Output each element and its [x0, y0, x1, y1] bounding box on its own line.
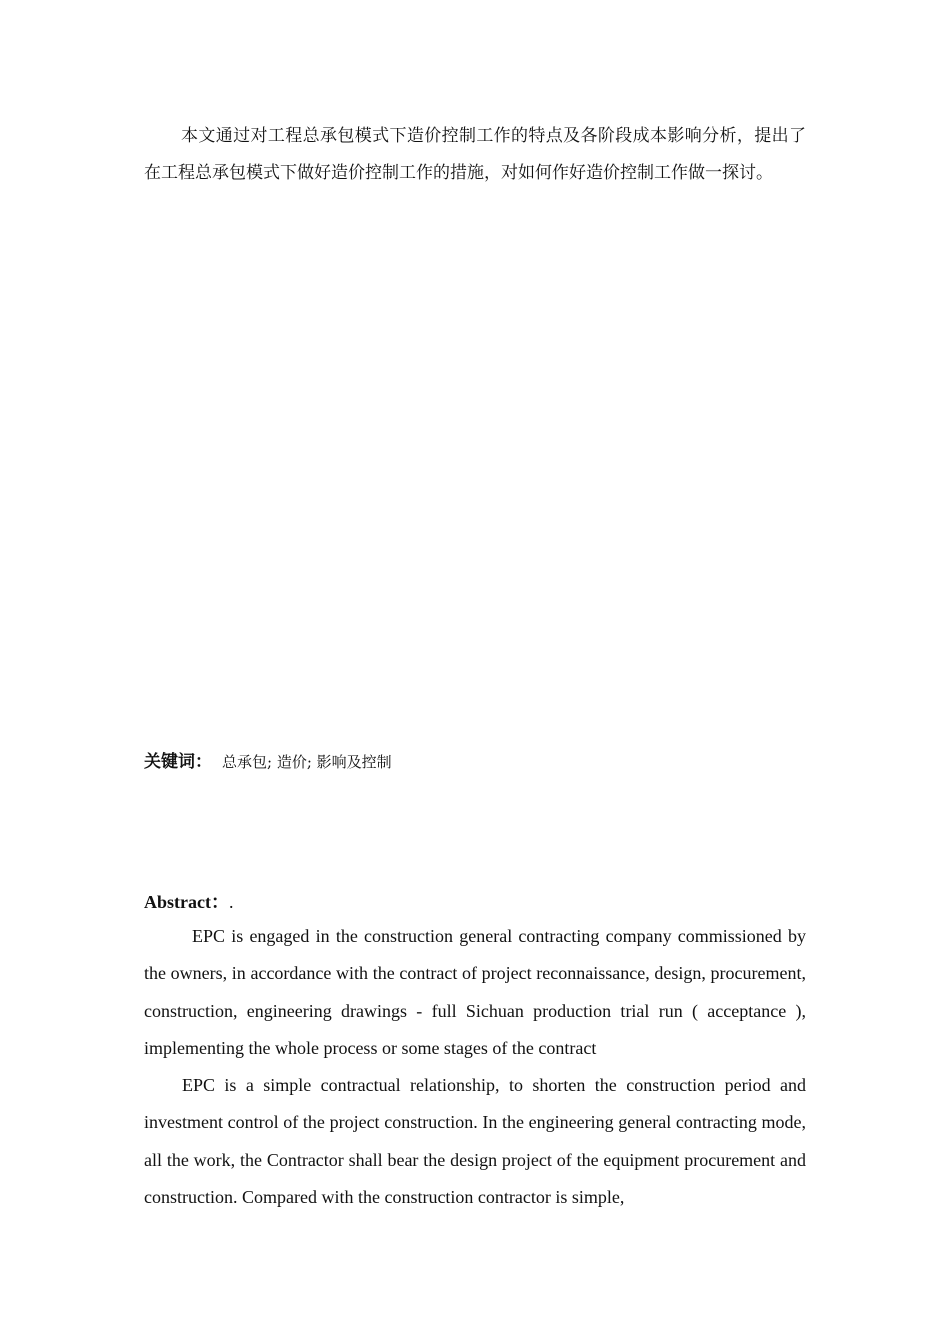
abstract-heading: Abstract： [144, 892, 229, 912]
keywords-label: 关键词： [144, 752, 212, 772]
keywords-line [144, 748, 806, 776]
keywords-text: 总承包; 造价; 影响及控制 [222, 753, 392, 771]
abstract-heading-line [144, 888, 233, 916]
abstract-heading-suffix: . [228, 892, 234, 912]
abstract-paragraph-2: EPC is a simple contractual relationship, to shorten the construction period and investment control of the project construction. In the engineering general contracting mode, all the work, the Contractor shall bear the design project of the equipment procurement and construction. Compared with the construction contractor is simple, [144, 1075, 806, 1208]
english-abstract-body [144, 918, 806, 1216]
chinese-abstract-paragraph: 本文通过对工程总承包模式下造价控制工作的特点及各阶段成本影响分析，提出了在工程总承包模式下做好造价控制工作的措施，对如何作好造价控制工作做一探讨。 [144, 126, 806, 183]
abstract-paragraph-1: EPC is engaged in the construction general contracting company commissioned by the owners, in accordance with the contract of project reconnaissance, design, procurement, construction, engineering drawings - full Sichuan production trial run ( acceptance ), implementing the whole process or some stages of the contract [144, 926, 806, 1058]
